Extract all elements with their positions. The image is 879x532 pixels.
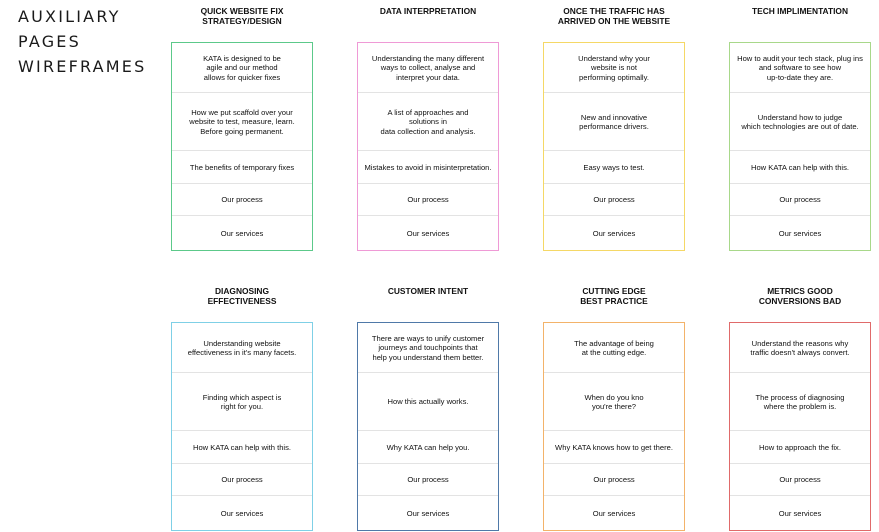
card-title: METRICS GOOD CONVERSIONS BAD — [758, 286, 842, 306]
card-section: When do you kno you're there? — [584, 392, 644, 411]
card-section: Our process — [779, 195, 821, 205]
card-section: KATA is designed to be agile and our method allows for quicker fixes — [203, 53, 281, 82]
card-section: The process of diagnosing where the problem is. — [755, 392, 845, 411]
card-section: Easy ways to test. — [583, 162, 645, 172]
wireframe-card — [729, 42, 871, 251]
card-title: DIAGNOSING EFFECTIVENESS — [207, 286, 277, 306]
card-section: Our process — [593, 195, 635, 205]
card-section: Why KATA can help you. — [386, 442, 470, 452]
wireframe-card — [171, 42, 313, 251]
card-section: Our process — [407, 475, 449, 485]
wireframe-card — [357, 42, 499, 251]
card-section: How to approach the fix. — [759, 442, 841, 452]
card-section: The benefits of temporary fixes — [189, 162, 295, 172]
card-section: Understand how to judge which technologies are out of date. — [741, 112, 859, 131]
card-section: There are ways to unify customer journeys and touchpoints that help you understand them better. — [371, 333, 485, 362]
card-title: CUSTOMER INTENT — [387, 286, 469, 296]
card-title: TECH IMPLIMENTATION — [752, 6, 848, 16]
card-section: How KATA can help with this. — [192, 442, 292, 452]
card-section: How we put scaffold over your website to test, measure, learn. Before going permanent. — [189, 107, 295, 136]
card-section: Understand the reasons why traffic doesn't always convert. — [750, 338, 850, 357]
card-section: Mistakes to avoid in misinterpretation. — [364, 162, 492, 172]
card-section: How to audit your tech stack, plug ins and software to see how up-to-date they are. — [737, 53, 863, 82]
card-section: Our services — [406, 509, 450, 519]
card-title: ONCE THE TRAFFIC HAS ARRIVED ON THE WEBSITE — [557, 6, 671, 26]
card-section: Our process — [593, 475, 635, 485]
card-section: How KATA can help with this. — [750, 162, 850, 172]
card-section: Our process — [221, 475, 263, 485]
page-title-line: WIREFRAMES — [18, 57, 147, 76]
card-section: Our services — [220, 509, 264, 519]
card-section: Our services — [592, 229, 636, 239]
wireframe-card — [729, 322, 871, 531]
wireframe-card — [543, 322, 685, 531]
card-section: New and innovative performance drivers. — [579, 112, 649, 131]
card-section: Our services — [778, 229, 822, 239]
card-section: Our services — [778, 509, 822, 519]
card-section: The advantage of being at the cutting edge. — [574, 338, 654, 357]
card-title: QUICK WEBSITE FIX STRATEGY/DESIGN — [200, 6, 284, 26]
page-title — [18, 4, 146, 79]
card-section: Understand why your website is not performing optimally. — [578, 53, 650, 82]
card-title: DATA INTERPRETATION — [379, 6, 477, 16]
card-section: Why KATA knows how to get there. — [555, 442, 673, 452]
card-section: A list of approaches and solutions in data collection and analysis. — [380, 107, 476, 136]
page-title-line: PAGES — [18, 32, 81, 51]
card-section: How this actually works. — [387, 397, 469, 407]
card-section: Our process — [779, 475, 821, 485]
card-section: Finding which aspect is right for you. — [202, 392, 282, 411]
wireframe-card — [171, 322, 313, 531]
card-section: Understanding website effectiveness in it's many facets. — [187, 338, 297, 357]
wireframe-card — [357, 322, 499, 531]
card-section: Our services — [406, 229, 450, 239]
card-section: Our process — [407, 195, 449, 205]
card-section: Our process — [221, 195, 263, 205]
card-section: Our services — [592, 509, 636, 519]
page-title-line: AUXILIARY — [18, 7, 121, 26]
wireframe-card — [543, 42, 685, 251]
card-section: Understanding the many different ways to collect, analyse and interpret your data. — [371, 53, 485, 82]
card-title: CUTTING EDGE BEST PRACTICE — [580, 286, 648, 306]
card-section: Our services — [220, 229, 264, 239]
